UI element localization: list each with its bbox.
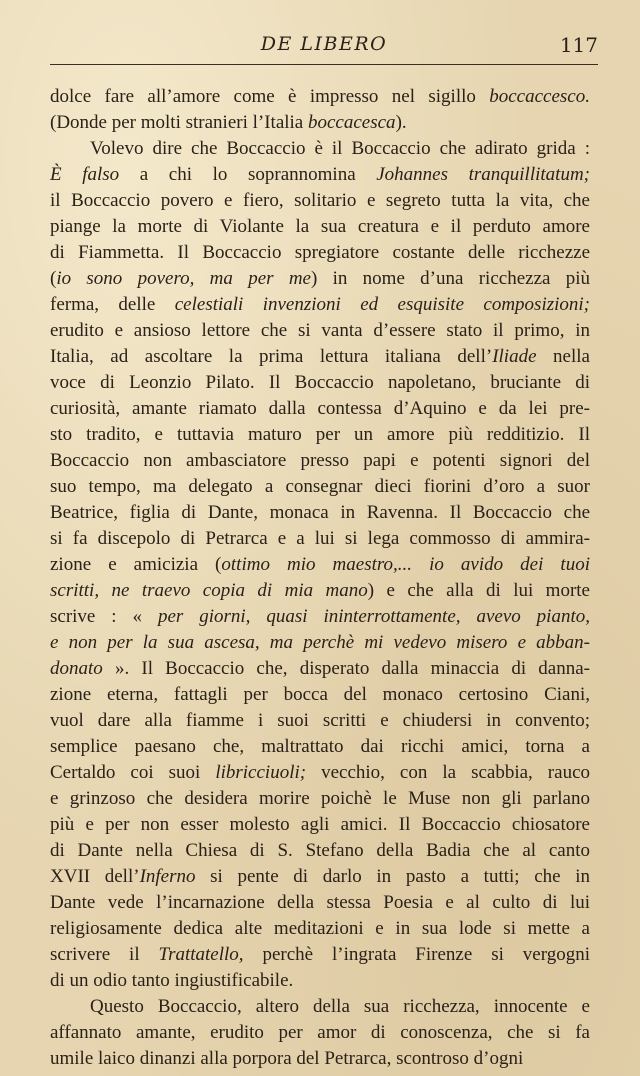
text-line: [50, 630, 590, 656]
text-line: [50, 786, 590, 812]
text-line: [50, 292, 590, 318]
text-run: vuol dare alla fiamme i suoi scritti e chiudersi in convento;: [50, 710, 590, 731]
text-run: affannato amante, erudito per amor di conoscenza, che si fa: [50, 1022, 590, 1043]
text-run: ).: [395, 112, 407, 133]
text-run: vecchio, con la scabbia, rauco: [306, 762, 591, 783]
text-run: il Boccaccio povero e fiero, solitario e segreto tutta la vita, che: [50, 190, 590, 211]
italic-run: boccacesca: [308, 112, 396, 133]
text-run: Beatrice, figlia di Dante, monaca in Ravenna. Il Boccaccio che: [50, 502, 590, 523]
text-line: [50, 266, 590, 292]
text-run: Dante vede l’incarnazione della stessa Poesia e al culto di lui: [50, 892, 590, 913]
text-run: ) in nome d’una ricchezza più: [310, 268, 591, 289]
text-run: si fa discepolo di Petrarca e a lui si lega commosso di ammira-: [50, 528, 590, 549]
text-run: ferma, delle: [50, 294, 175, 315]
text-line: [50, 916, 590, 942]
text-run: perchè l’ingrata Firenze si vergogni: [243, 944, 591, 965]
running-title: DE LIBERO: [260, 33, 388, 55]
text-run: e grinzoso che desidera morire poichè le Muse non gli parlano: [50, 788, 590, 809]
text-line: [50, 344, 590, 370]
text-line: [50, 994, 590, 1020]
text-run: Volevo dire che Boccaccio è il Boccaccio che adirato grida :: [90, 138, 590, 159]
text-line: [50, 734, 590, 760]
text-run: voce di Leonzio Pilato. Il Boccaccio napoletano, bruciante di: [50, 372, 590, 393]
text-run: scrive : «: [50, 606, 158, 627]
text-line: [50, 864, 590, 890]
text-run: nella: [536, 346, 590, 367]
page-number: 117: [559, 33, 598, 57]
text-run: di Dante nella Chiesa di S. Stefano della Badia che al canto: [50, 840, 590, 861]
text-line: [50, 136, 590, 162]
text-line: [50, 474, 590, 500]
italic-run: e non per la sua ascesa, ma perchè mi vedevo misero e abban-: [50, 632, 590, 653]
text-run: Questo Boccaccio, altero della sua ricchezza, innocente e: [90, 996, 590, 1017]
text-line: [50, 84, 590, 110]
body-text: [50, 84, 590, 1072]
text-line: [50, 968, 590, 994]
text-line: [50, 318, 590, 344]
text-run: sto tradito, e tuttavia maturo per un amore più redditizio. Il: [50, 424, 590, 445]
italic-run: boccaccesco.: [489, 86, 590, 107]
italic-run: donato: [50, 658, 103, 679]
text-run: a chi lo soprannomina: [119, 164, 377, 185]
text-line: [50, 370, 590, 396]
text-run: ». Il Boccaccio che, disperato dalla minaccia di danna-: [102, 658, 590, 679]
text-run: (: [50, 268, 57, 289]
text-line: [50, 162, 590, 188]
text-line: [50, 188, 590, 214]
text-run: Certaldo coi suoi: [50, 762, 216, 783]
text-run: piange la morte di Violante la sua creatura e il perduto amore: [50, 216, 590, 237]
text-run: erudito e ansioso lettore che si vanta d’essere stato il primo, in: [50, 320, 590, 341]
running-header: [50, 33, 598, 59]
text-run: zione eterna, fattagli per bocca del monaco certosino Ciani,: [50, 684, 590, 705]
text-run: curiosità, amante riamato dalla contessa d’Aquino e da lei pre-: [50, 398, 590, 419]
text-line: [50, 942, 590, 968]
text-line: [50, 422, 590, 448]
text-line: [50, 838, 590, 864]
text-run: più e per non esser molesto agli amici. Il Boccaccio chiosatore: [50, 814, 590, 835]
text-line: [50, 448, 590, 474]
text-run: umile laico dinanzi alla porpora del Petrarca, scontroso d’ogni: [50, 1048, 524, 1069]
text-run: si pente di darlo in pasto a tutti; che in: [195, 866, 590, 887]
text-line: [50, 890, 590, 916]
text-line: [50, 656, 590, 682]
header-rule: [50, 64, 598, 65]
text-line: [50, 682, 590, 708]
text-run: (Donde per molti stranieri l’Italia: [50, 112, 308, 133]
text-run: ) e che alla di lui morte: [367, 580, 590, 601]
text-line: [50, 760, 590, 786]
text-line: [50, 708, 590, 734]
text-line: [50, 578, 590, 604]
text-line: [50, 110, 590, 136]
italic-run: scritti, ne traevo copia di mia mano: [50, 580, 368, 601]
italic-run: È falso: [50, 164, 120, 185]
text-line: [50, 500, 590, 526]
text-line: [50, 1046, 590, 1072]
text-run: Boccaccio non ambasciatore presso papi e potenti signori del: [50, 450, 590, 471]
italic-run: Johannes tranquillitatum;: [376, 164, 591, 185]
text-run: Italia, ad ascoltare la prima lettura italiana dell’: [50, 346, 493, 367]
italic-run: libricciuoli;: [215, 762, 307, 783]
text-run: semplice paesano che, maltrattato dai ricchi amici, torna a: [50, 736, 590, 757]
text-run: zione e amicizia (: [50, 554, 222, 575]
italic-run: Trattatello,: [158, 944, 244, 965]
text-run: dolce fare all’amore come è impresso nel sigillo: [50, 86, 490, 107]
text-run: XVII dell’: [50, 866, 140, 887]
text-line: [50, 526, 590, 552]
text-run: di Fiammetta. Il Boccaccio spregiatore costante delle ricchezze: [50, 242, 590, 263]
text-line: [50, 214, 590, 240]
text-run: suo tempo, ma delegato a consegnar dieci fiorini d’oro a suor: [50, 476, 590, 497]
text-run: di un odio tanto ingiustificabile.: [50, 970, 294, 991]
italic-run: per giorni, quasi ininterrottamente, avevo pianto,: [157, 606, 590, 627]
italic-run: ottimo mio maestro,... io avido dei tuoi: [221, 554, 590, 575]
italic-run: celestiali invenzioni ed esquisite composizioni;: [174, 294, 590, 315]
italic-run: Inferno: [139, 866, 196, 887]
text-line: [50, 1020, 590, 1046]
italic-run: Iliade: [492, 346, 537, 367]
text-line: [50, 552, 590, 578]
text-line: [50, 240, 590, 266]
italic-run: io sono povero, ma per me: [56, 268, 311, 289]
text-line: [50, 604, 590, 630]
text-line: [50, 812, 590, 838]
text-run: religiosamente dedica alte meditazioni e in sua lode si mette a: [50, 918, 590, 939]
text-line: [50, 396, 590, 422]
text-run: scrivere il: [50, 944, 159, 965]
